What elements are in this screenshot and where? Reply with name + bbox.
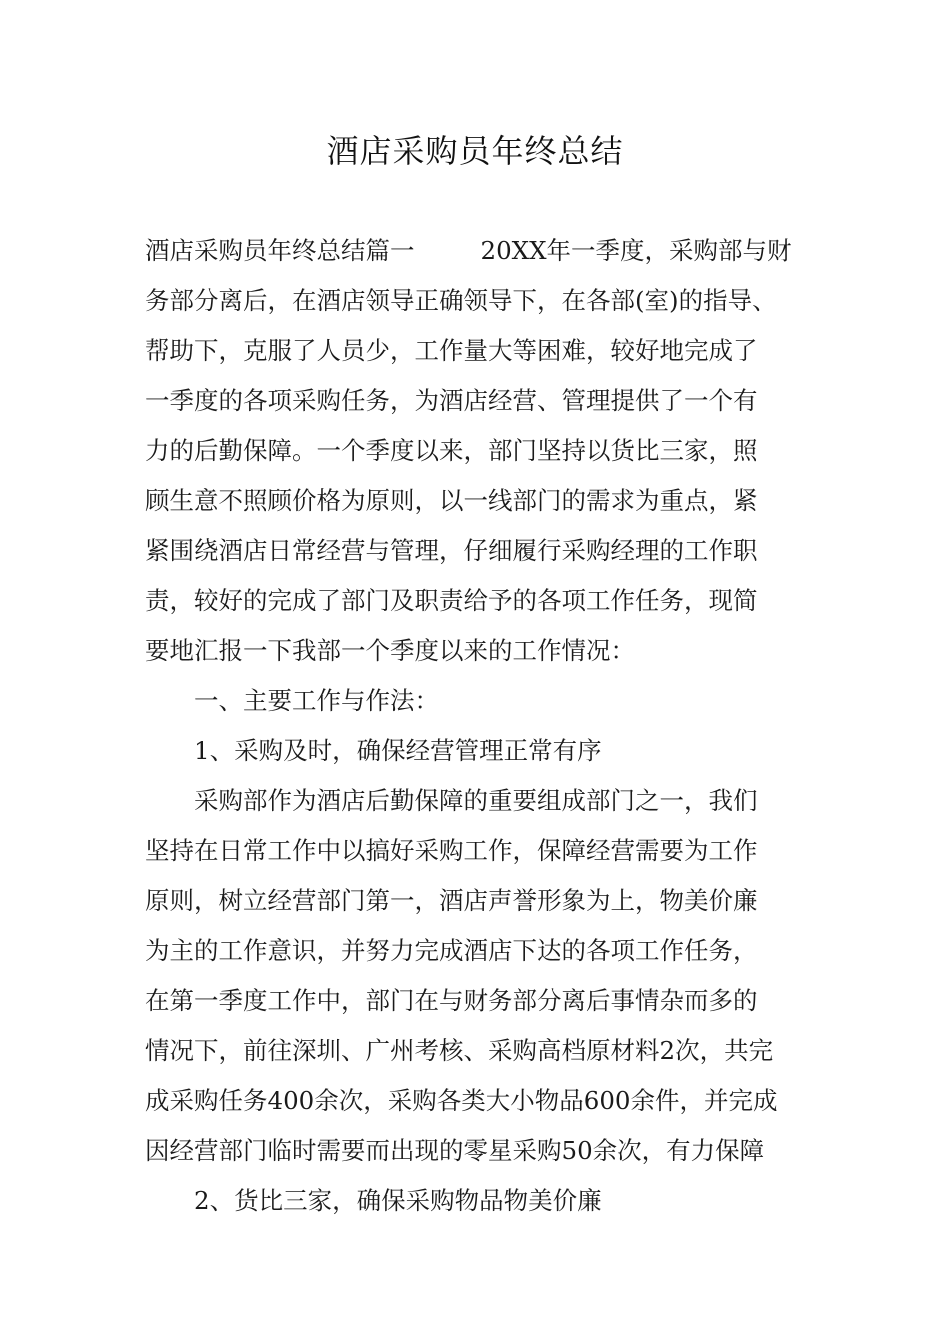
text-line-16: 在第一季度工作中，部门在与财务部分离后事情杂而多的 [145, 986, 758, 1015]
text-line-7: 紧围绕酒店日常经营与管理，仔细履行采购经理的工作职 [145, 536, 758, 565]
document-title: 酒店采购员年终总结 [326, 132, 624, 170]
subsection-heading-1: 1、采购及时，确保经营管理正常有序 [194, 736, 602, 765]
text-line-6: 顾生意不照顾价格为原则，以一线部门的需求为重点，紧 [145, 486, 758, 515]
section-heading: 一、主要工作与作法： [194, 686, 439, 715]
text-line-15: 为主的工作意识，并努力完成酒店下达的各项工作任务， [145, 936, 758, 965]
text-line-14: 原则，树立经营部门第一，酒店声誉形象为上，物美价廉 [145, 886, 758, 915]
document-body [145, 226, 845, 1226]
text-line-1 [145, 226, 845, 276]
text-line-2: 务部分离后，在酒店领导正确领导下，在各部(室)的指导、 [145, 286, 777, 315]
text-line-8: 责，较好的完成了部门及职责给予的各项工作任务，现简 [145, 586, 758, 615]
text-line-4: 一季度的各项采购任务，为酒店经营、管理提供了一个有 [145, 386, 758, 415]
subsection-heading-2: 2、货比三家，确保采购物品物美价廉 [194, 1186, 602, 1215]
text-line-5: 力的后勤保障。一个季度以来，部门坚持以货比三家，照 [145, 436, 758, 465]
text-line-13: 坚持在日常工作中以搞好采购工作，保障经营需要为工作 [145, 836, 758, 865]
text-line-12: 采购部作为酒店后勤保障的重要组成部门之一，我们 [194, 786, 758, 815]
intro-text: 20XX年一季度，采购部与财 [480, 236, 792, 265]
intro-heading: 酒店采购员年终总结篇一 [145, 236, 415, 265]
text-line-18: 成采购任务400余次，采购各类大小物品600余件，并完成 [145, 1086, 778, 1115]
text-line-3: 帮助下，克服了人员少，工作量大等困难，较好地完成了 [145, 336, 758, 365]
text-line-9: 要地汇报一下我部一个季度以来的工作情况： [145, 636, 635, 665]
text-line-19: 因经营部门临时需要而出现的零星采购50余次，有力保障 [145, 1136, 765, 1165]
text-line-17: 情况下，前往深圳、广州考核、采购高档原材料2次，共完 [145, 1036, 774, 1065]
